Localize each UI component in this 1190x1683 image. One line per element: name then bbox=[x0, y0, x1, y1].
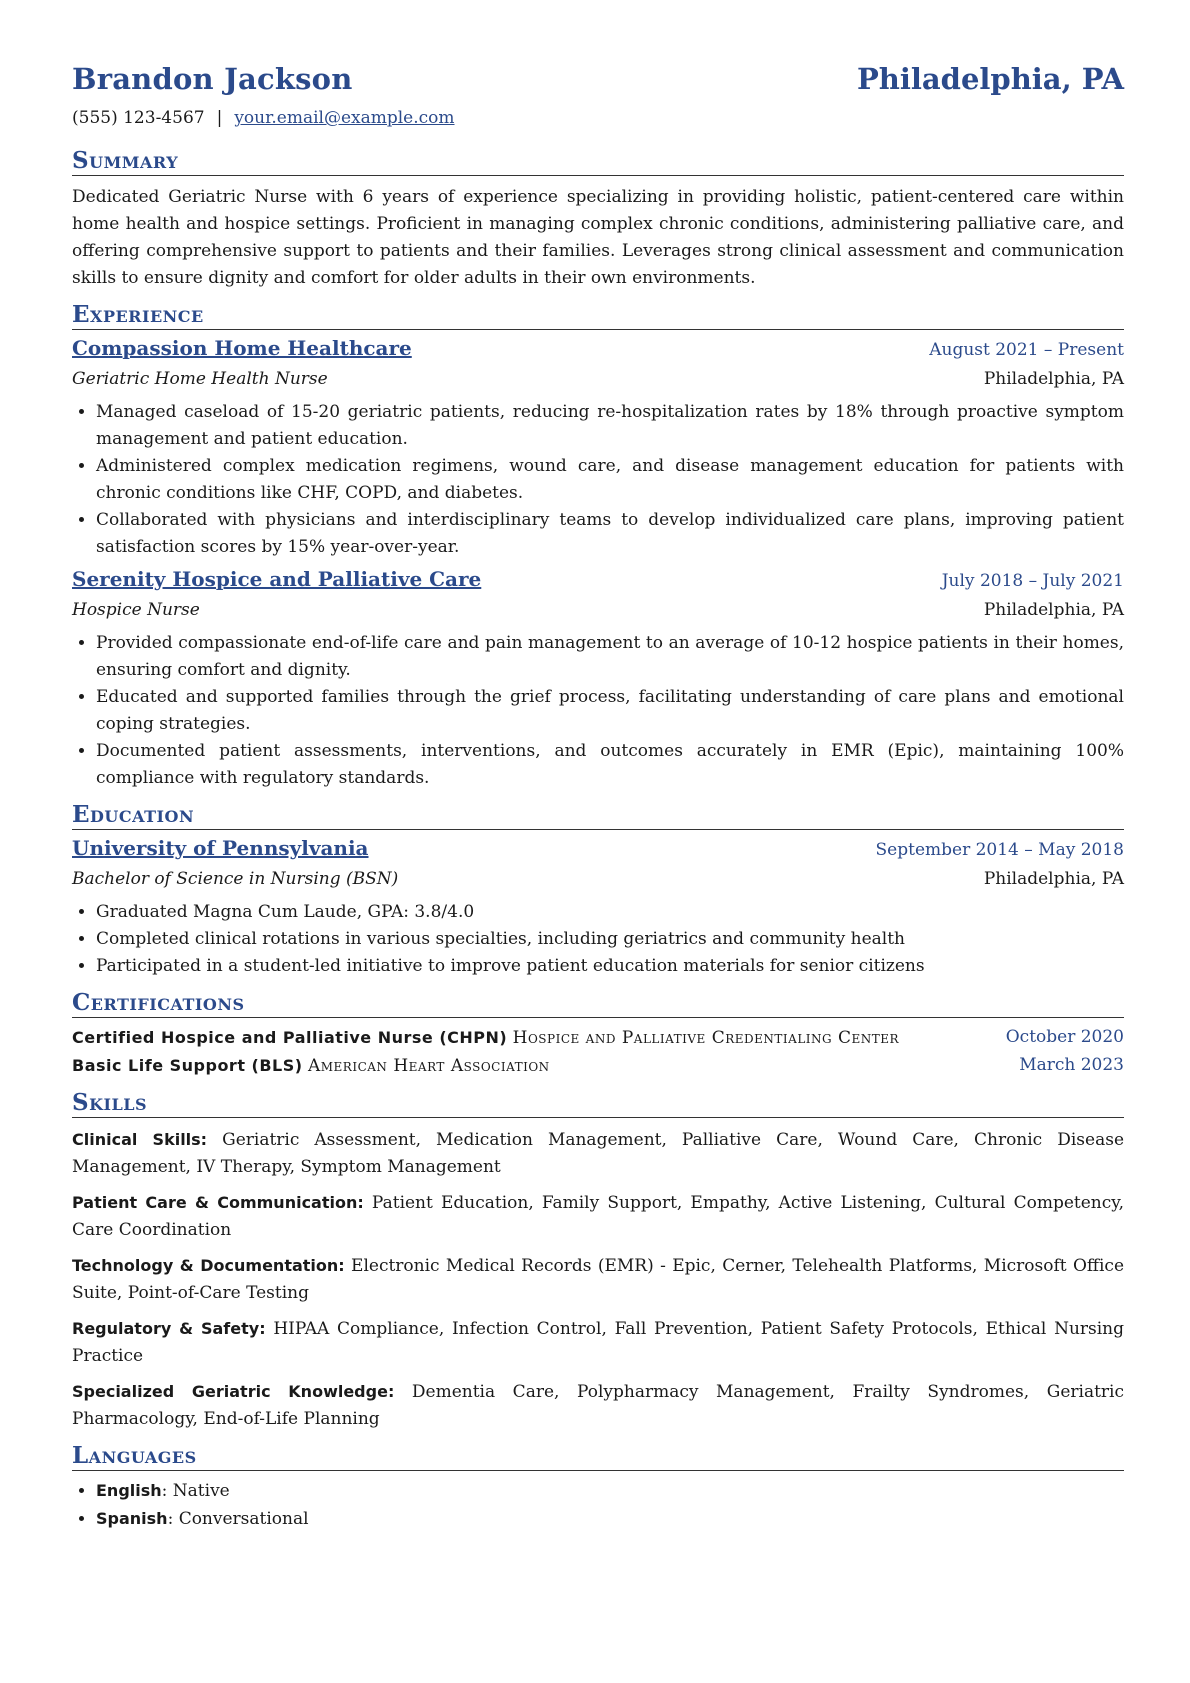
summary-text: Dedicated Geriatric Nurse with 6 years of experience specializing in providing holistic, patient-centered care within home health and hospice settings. Proficient in managing complex chronic conditions, administering palliative care, and offering comprehensive support to patients and their families. Leverages strong clinical assessment and communication skills to ensure dignity and comfort for older adults in their own environments. bbox=[72, 187, 1124, 288]
skill-category: Clinical Skills: bbox=[72, 1130, 208, 1149]
skill-group bbox=[72, 1189, 1124, 1244]
section-title-education: Education bbox=[72, 800, 1124, 830]
skill-items: Patient Education, Family Support, Empathy, Active Listening, Cultural Competency, Care Coordination bbox=[72, 1193, 1125, 1240]
certification-name: Certified Hospice and Palliative Nurse (CHPN) bbox=[72, 1028, 508, 1047]
section-title-summary: Summary bbox=[72, 146, 1124, 176]
certification-item bbox=[72, 1024, 1124, 1052]
section-title-languages: Languages bbox=[72, 1441, 1124, 1471]
bullet-list bbox=[72, 899, 1124, 980]
employer-link[interactable]: Serenity Hospice and Palliative Care bbox=[72, 567, 482, 591]
language-name: Spanish bbox=[96, 1509, 168, 1528]
employer-link[interactable]: Compassion Home Healthcare bbox=[72, 336, 412, 360]
language-level: : Conversational bbox=[167, 1509, 309, 1529]
certification-item bbox=[72, 1052, 1124, 1080]
job-title: Hospice Nurse bbox=[72, 600, 200, 620]
skill-group bbox=[72, 1315, 1124, 1370]
certification-issuer: Hospice and Palliative Credentialing Center bbox=[512, 1028, 900, 1048]
section-title-experience: Experience bbox=[72, 300, 1124, 330]
entry-location: Philadelphia, PA bbox=[983, 869, 1124, 889]
school-link[interactable]: University of Pennsylvania bbox=[72, 836, 369, 860]
skill-group bbox=[72, 1126, 1124, 1181]
bullet-item: • Documented patient assessments, interventions, and outcomes accurately in EMR (Epic), maintaining 100% compliance with regulatory standards. bbox=[96, 738, 1124, 792]
experience-entry bbox=[72, 336, 1124, 561]
resume-page bbox=[72, 62, 1124, 1533]
degree: Bachelor of Science in Nursing (BSN) bbox=[72, 869, 399, 889]
certification-issuer: American Heart Association bbox=[307, 1056, 550, 1076]
certification-date: March 2023 bbox=[1019, 1055, 1124, 1075]
entry-dates: July 2018 – July 2021 bbox=[941, 571, 1124, 591]
entry-location: Philadelphia, PA bbox=[983, 600, 1124, 620]
candidate-location: Philadelphia, PA bbox=[856, 62, 1124, 96]
language-level: : Native bbox=[161, 1481, 230, 1501]
skill-items: Geriatric Assessment, Medication Management, Palliative Care, Wound Care, Chronic Disease Management, IV Therapy, Symptom Management bbox=[72, 1130, 1125, 1177]
skill-group bbox=[72, 1252, 1124, 1307]
language-item bbox=[96, 1505, 1124, 1533]
skill-items: Electronic Medical Records (EMR) - Epic, Cerner, Telehealth Platforms, Microsoft Office Suite, Point-of-Care Testing bbox=[72, 1256, 1125, 1303]
skill-items: HIPAA Compliance, Infection Control, Fall Prevention, Patient Safety Protocols, Ethical Nursing Practice bbox=[72, 1319, 1125, 1366]
contact-separator: | bbox=[216, 108, 223, 128]
bullet-item: • Collaborated with physicians and interdisciplinary teams to develop individualized care plans, improving patient satisfaction scores by 15% year-over-year. bbox=[96, 507, 1124, 561]
education-entry bbox=[72, 836, 1124, 980]
certification-date: October 2020 bbox=[1005, 1027, 1124, 1047]
bullet-item: • Administered complex medication regimens, wound care, and disease management education for patients with chronic conditions like CHF, COPD, and diabetes. bbox=[96, 453, 1124, 507]
language-item bbox=[96, 1477, 1124, 1505]
entry-location: Philadelphia, PA bbox=[983, 369, 1124, 389]
entry-dates: August 2021 – Present bbox=[929, 340, 1124, 360]
entry-dates: September 2014 – May 2018 bbox=[875, 840, 1124, 860]
section-title-skills: Skills bbox=[72, 1088, 1124, 1118]
language-list bbox=[72, 1477, 1124, 1533]
bullet-item: • Provided compassionate end-of-life care and pain management to an average of 10-12 hospice patients in their homes, ensuring comfort and dignity. bbox=[96, 630, 1124, 684]
phone: (555) 123-4567 bbox=[72, 108, 205, 128]
bullet-item: • Educated and supported families through the grief process, facilitating understanding of care plans and emotional coping strategies. bbox=[96, 684, 1124, 738]
section-title-certifications: Certifications bbox=[72, 988, 1124, 1018]
skill-category: Regulatory & Safety: bbox=[72, 1319, 266, 1338]
bullet-item: • Graduated Magna Cum Laude, GPA: 3.8/4.0 bbox=[96, 899, 1124, 926]
bullet-item: • Managed caseload of 15-20 geriatric patients, reducing re-hospitalization rates by 18% through proactive symptom management and patient education. bbox=[96, 399, 1124, 453]
candidate-name: Brandon Jackson bbox=[72, 62, 353, 96]
header bbox=[72, 62, 1124, 104]
skill-category: Technology & Documentation: bbox=[72, 1256, 345, 1275]
skill-group bbox=[72, 1378, 1124, 1433]
skill-category: Patient Care & Communication: bbox=[72, 1193, 364, 1212]
job-title: Geriatric Home Health Nurse bbox=[72, 369, 328, 389]
email-link[interactable]: your.email@example.com bbox=[234, 108, 455, 128]
bullet-item: • Participated in a student-led initiative to improve patient education materials for senior citizens bbox=[96, 953, 1124, 980]
skill-items: Dementia Care, Polypharmacy Management, Frailty Syndromes, Geriatric Pharmacology, End-of-Life Planning bbox=[72, 1382, 1124, 1429]
contact-line bbox=[72, 108, 1124, 138]
bullet-item: • Completed clinical rotations in various specialties, including geriatrics and community health bbox=[96, 926, 1124, 953]
certification-name: Basic Life Support (BLS) bbox=[72, 1056, 303, 1075]
bullet-list bbox=[72, 399, 1124, 561]
experience-entry bbox=[72, 567, 1124, 792]
language-name: English bbox=[96, 1481, 162, 1500]
bullet-list bbox=[72, 630, 1124, 792]
skill-category: Specialized Geriatric Knowledge: bbox=[72, 1382, 395, 1401]
